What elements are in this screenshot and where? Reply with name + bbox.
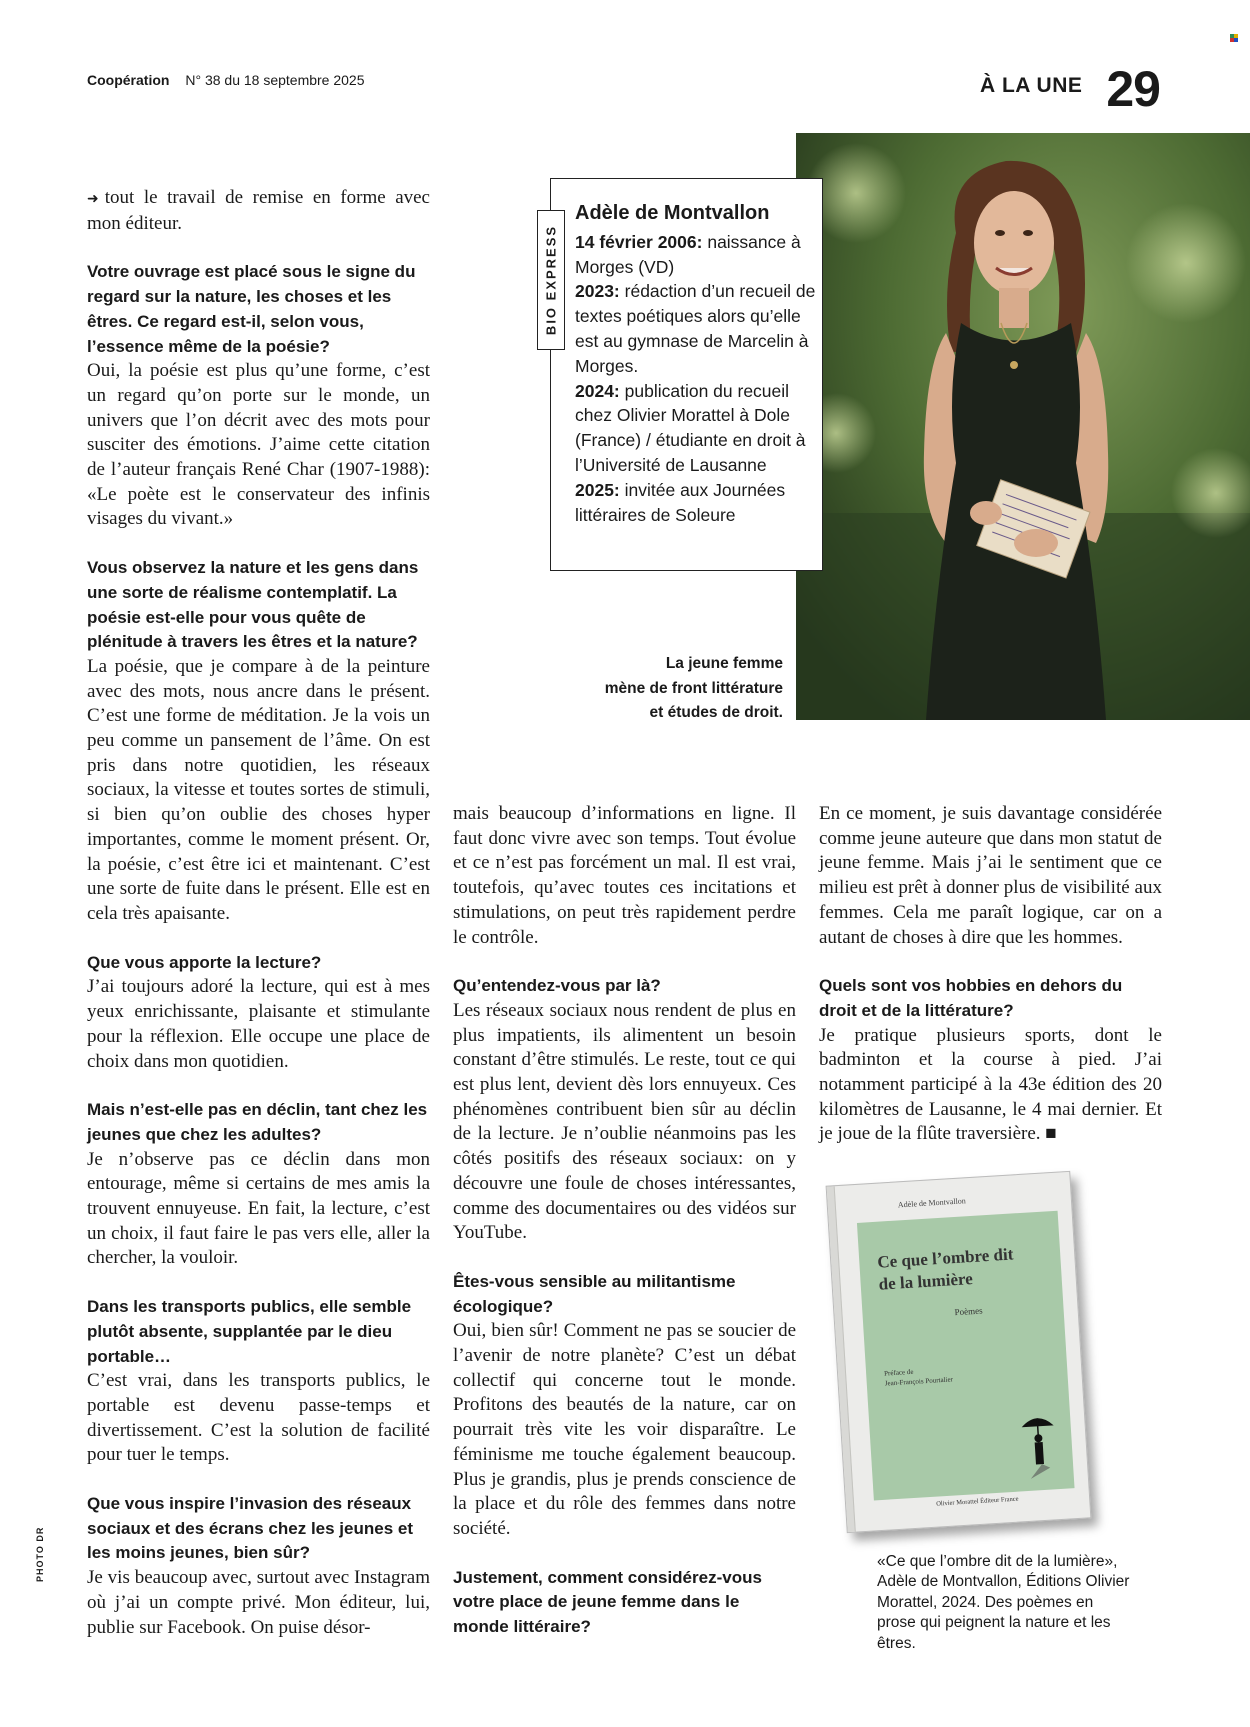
book-cover [826, 1171, 1092, 1533]
interview-question: Vous observez la nature et les gens dans une sorte de réalisme contemplatif. La poésie est-elle pour vous quête de plénitude à travers les êtres et la nature? [87, 558, 419, 652]
page-header-right [979, 61, 1160, 117]
registration-mark-icon [1230, 34, 1238, 42]
photo-credit: PHOTO DR [35, 1526, 45, 1582]
masthead [87, 72, 365, 88]
interview-question: Votre ouvrage est placé sous le signe du regard sur la nature, les choses et les êtres. Ce regard est-il, selon vous, l’essence même de la poésie? [87, 262, 416, 356]
bio-box [550, 178, 823, 571]
paragraph: Oui, la poésie est plus qu’une forme, c’est un regard qu’on porte sur le monde, un univers que l’on décrit avec des mots pour susciter des émotions. J’aime cette citation de l’auteur français René Char (1907-1988): «Le poète est le conservateur des infinis visages du vivant.» [87, 360, 430, 530]
book-publisher: Olivier Morattel Éditeur France [936, 1495, 1019, 1508]
interview-question: Que vous inspire l’invasion des réseaux sociaux et des écrans chez les jeunes et les moins jeunes, bien sûr? [87, 1494, 413, 1563]
bio-name: Adèle de Montvallon [575, 202, 770, 224]
paragraph: Je pratique plusieurs sports, dont le badminton et la course à pied. J’ai notamment participé à la 43e édition des 20 kilomètres de Lausanne, le 4 mai dernier. Et je joue de la flûte traversière. ■ [819, 1024, 1162, 1145]
book-caption: «Ce que l’ombre dit de la lumière», Adèle de Montvallon, Éditions Olivier Morattel, 2024. Des poèmes en prose qui peignent la nature et les êtres. [877, 1553, 1130, 1652]
bio-tag [537, 210, 565, 350]
bio-entry: 2023: rédaction d’un recueil de textes poétiques alors qu’elle est au gymnase de Marcelin à Morges. [575, 281, 816, 376]
paragraph: Je vis beaucoup avec, surtout avec Instagram où j’ai un compte privé. Mon éditeur, lui, publie sur Facebook. On puise désor- [87, 1567, 430, 1638]
bio-entry: 14 février 2006: naissance à Morges (VD) [575, 231, 801, 277]
interview-question: Quels sont vos hobbies en dehors du droit et de la littérature? [819, 976, 1123, 1020]
paragraph: Je n’observe pas ce déclin dans mon entourage, même si certains de mes amis la trouvent ennuyeuse. En fait, la lecture, c’est un choix, il faut faire le pas vers elle, aller la chercher, la vouloir. [87, 1148, 430, 1269]
umbrella-figure-icon [1017, 1411, 1061, 1483]
paragraph: En ce moment, je suis davantage considérée comme jeune auteure que dans mon statut de jeune femme. Mais j’ai le sentiment que ce milieu est prêt à donner plus de visibilité aux femmes. Cela me paraît logique, car on a autant de choses à dire que les hommes. [819, 803, 1162, 948]
page-number: 29 [1106, 61, 1160, 117]
interview-question: Mais n’est-elle pas en déclin, tant chez les jeunes que chez les adultes? [87, 1100, 428, 1144]
paragraph: C’est vrai, dans les transports publics, le portable est devenu passe-temps et divertissement. C’est la solution de facilité pour tuer le temps. [87, 1370, 430, 1466]
bio-tag-label: BIO EXPRESS [543, 224, 559, 336]
bio-entry: 2025: invitée aux Journées littéraires de Soleure [575, 479, 786, 525]
interview-question: Que vous apporte la lecture? [87, 952, 322, 972]
issue-info: N° 38 du 18 septembre 2025 [185, 72, 365, 88]
interview-question: Justement, comment considérez-vous votre place de jeune femme dans le monde littéraire? [453, 1567, 762, 1637]
interview-question: Dans les transports publics, elle semble plutôt absente, supplantée par le dieu portable… [87, 1297, 412, 1366]
article-column-1 [87, 186, 430, 1640]
paragraph: Oui, bien sûr! Comment ne pas se soucier de l’avenir de notre planète? C’est un débat collectif qui concerne tout le monde. Profitons des beautés de la nature, car on pourrait très vite les voir disparaître. Le féminisme me touche également beaucoup. Plus je grandis, plus je prends conscience de la place et du rôle des femmes dans notre société. [453, 1320, 796, 1539]
paragraph: La poésie, que je compare à de la peinture avec des mots, nous ancre dans le présent. C’est une forme de méditation. Je la vois un peu comme un pansement de l’âme. On est pris dans notre quotidien, les réseaux sociaux, la vitesse et toutes sortes de stimuli, si bien qu’on oublie des choses hyper importantes, comme le moment présent. Or, la poésie, c’est être ici et maintenant. C’est une sorte de fuite dans le présent. Elle est en cela très apaisante. [87, 655, 430, 924]
photo-caption: La jeune femme mène de front littérature et études de droit. [604, 655, 783, 721]
portrait-photo [796, 133, 1250, 720]
article-column-2 [453, 802, 796, 1640]
interview-question: Êtes-vous sensible au militantisme écologique? [453, 1271, 736, 1316]
bio-entry: 2024: publication du recueil chez Olivier Morattel à Dole (France) / étudiante en droit à l’Université de Lausanne [575, 380, 806, 475]
book-preface: Préface de Jean-François Pourtalier [883, 1367, 954, 1388]
book-title: Ce que l’ombre dit de la lumière [876, 1244, 1014, 1294]
rubric-label: À LA UNE [979, 74, 1083, 97]
paragraph: mais beaucoup d’informations en ligne. Il faut donc vivre avec son temps. Tout évolue et ce n’est pas forcément un mal. Il est vrai, toutefois, qu’avec toutes ces incitations et stimulations, on peut très rapidement perdre le contrôle. [453, 803, 796, 948]
book-author: Adèle de Montvallon [897, 1196, 967, 1210]
paragraph: Les réseaux sociaux nous rendent de plus en plus impatients, ils alimentent un besoin constant d’être stimulés. Le reste, tout ce qui est plus lent, devient dès lors ennuyeux. Ces phénomènes contribuent bien sûr au déclin de la lecture. Je n’oublie néanmoins pas les côtés positifs des réseaux sociaux: on y découvre une foule de choses intéressantes, comme des documentaires ou des vidéos sur YouTube. [453, 999, 796, 1244]
publication-name: Coopération [87, 72, 170, 88]
paragraph: J’ai toujours adoré la lecture, qui est à mes yeux enrichissante, plaisante et stimulante pour la réflexion. Elle occupe une place de choix dans mon quotidien. [87, 976, 430, 1072]
article-column-3 [819, 802, 1162, 1147]
arrow-icon: ➜ [87, 191, 99, 207]
interview-question: Qu’entendez-vous par là? [453, 976, 661, 996]
book-genre: Poèmes [954, 1305, 983, 1318]
paragraph: ➜ tout le travail de remise en forme avec mon éditeur. [87, 187, 430, 234]
